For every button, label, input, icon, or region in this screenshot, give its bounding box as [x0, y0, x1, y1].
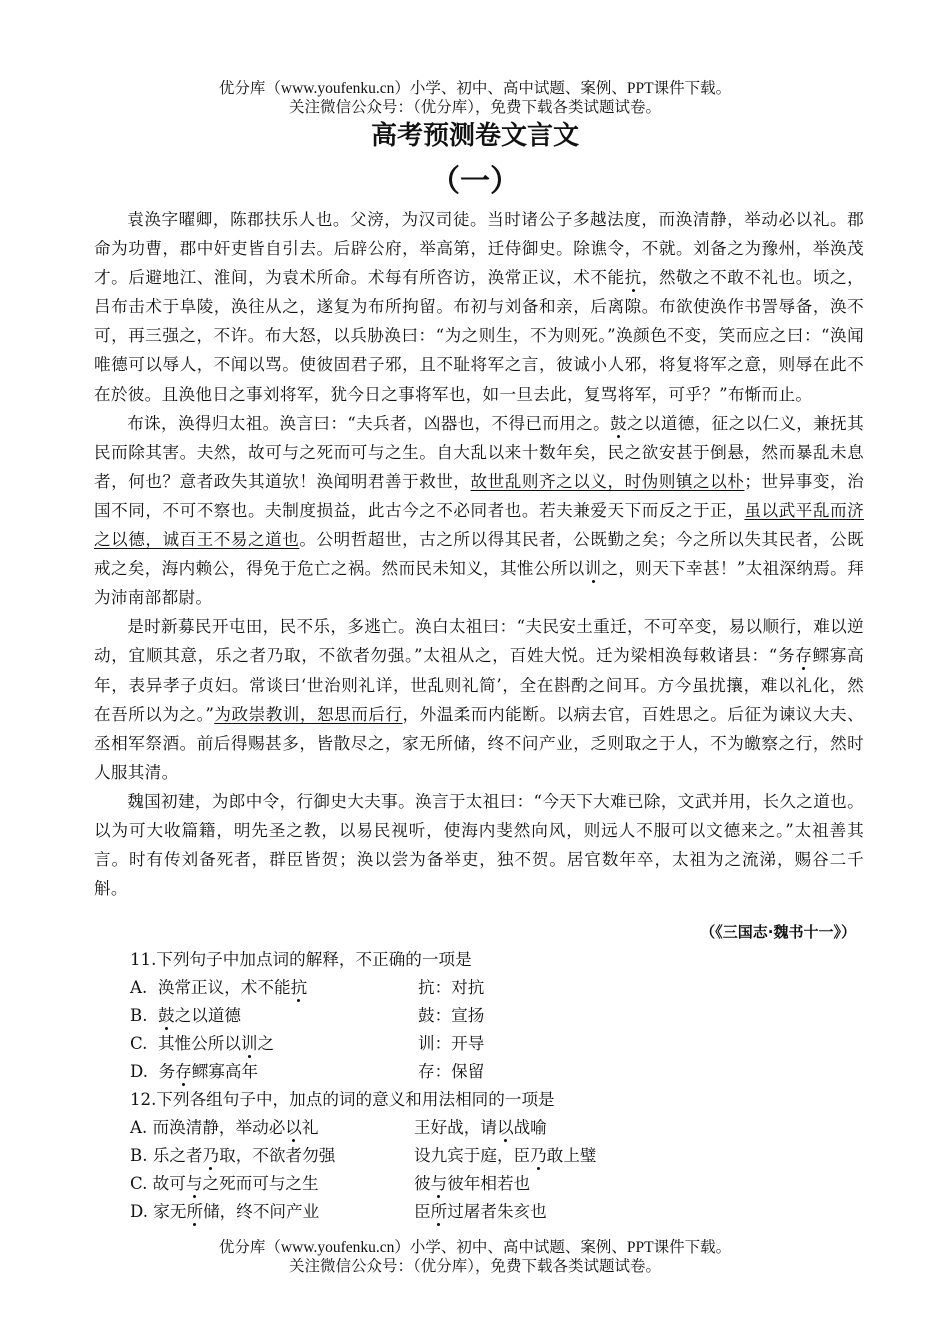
- text-run: 之，则天下幸甚！”太祖深纳焉。拜为沛南部都尉。: [94, 559, 864, 608]
- footer-line-1: 优分库（www.youfenku.cn）小学、初中、高中试题、案例、PPT课件下载。: [218, 1239, 732, 1256]
- option-b: [130, 1142, 850, 1170]
- text-run: 之以道德: [174, 1006, 242, 1025]
- text-run: 布诛，涣得归太祖。涣言曰：“夫兵者，凶器也，不得已而用之。: [127, 413, 611, 433]
- paragraph-4: 魏国初建，为郎中令，行御史大夫事。涣言于太祖曰：“今天下大难已除，文武并用，长久之道也。以为可大收篇籍，明先圣之教，以易民视听，使海内斐然向风，则远人不服可以文德来之。”太祖善其言。时有传刘备死者，群臣皆贺；涣以尝为备举吏，独不贺。居官数年卒，太祖为之流涕，赐谷二千斛。: [94, 791, 864, 899]
- dotted-word: 训: [240, 1034, 258, 1053]
- text-run: 设九宾于庭，臣: [414, 1146, 531, 1165]
- text-run: 。公明哲超世，古之所以得其民者，公既勤之矣；今之所以失其民者，公既戒之矣，海内赖公，得免于危亡之祸。然而民未知义，其惟公所以: [94, 530, 864, 579]
- text-run: 彼: [414, 1174, 431, 1193]
- dotted-word: 鼓: [158, 1006, 175, 1025]
- option-c: [130, 1170, 850, 1198]
- text-run: 王好战，请: [414, 1118, 497, 1137]
- text-run: 彼年相若也: [447, 1174, 531, 1193]
- text-run: 务: [158, 1062, 176, 1081]
- text-run: 故可: [152, 1174, 186, 1193]
- text-run: 战喻: [513, 1118, 547, 1137]
- option-gloss: 鼓：宣扬: [418, 1006, 485, 1025]
- text-run: 其惟公所以: [157, 1034, 241, 1053]
- text-run: ，外温柔而内能断。以病去官，百姓思之。后征为谏议大夫、丞相军祭酒。前后得赐甚多，皆散尽之，家无所储，终不问产业，乏则取之于人，不为皦察之行，然时人服其清。: [94, 704, 864, 782]
- text-run: 之: [257, 1034, 275, 1053]
- paragraph-1: [94, 205, 864, 409]
- header-line-2: 关注微信公众号：（优分库），免费下载各类试题试卷。: [288, 98, 661, 116]
- text-run: 臣: [414, 1202, 431, 1221]
- option-letter: A.: [130, 1118, 148, 1137]
- option-b: [130, 1002, 850, 1030]
- question-12: [130, 1086, 850, 1226]
- paragraph-2: [94, 409, 864, 613]
- text-run: 是时新募民开屯田，民不乐，多逃亡。涣白太祖曰：“夫民安土重迁，不可卒变，易以顺行，难以逆动，宜顺其意，乐之者乃取，不欲者勿强。”太祖从之，百姓大悦。迁为梁相涣每敕诸县：“务: [94, 617, 864, 666]
- option-letter: C.: [130, 1174, 148, 1193]
- dotted-word: 所: [430, 1202, 448, 1221]
- text-run: 涣常正议，术不能: [157, 978, 291, 997]
- text-run: 乐之者: [152, 1146, 203, 1165]
- option-c: [130, 1030, 850, 1058]
- text-run: 取，不欲者勿强: [219, 1146, 336, 1165]
- option-gloss: 抗：对抗: [418, 978, 485, 997]
- option-letter: C.: [130, 1034, 148, 1053]
- text-run: ；世异事变，治国不同，不可不察也。夫制度损益，此古今之不必同者也。若夫兼爱天下而反之于正，: [94, 471, 864, 520]
- dotted-word: 抗: [624, 268, 642, 288]
- text-run: 过屠者朱亥也: [447, 1202, 547, 1221]
- dotted-word: 鼓: [610, 413, 627, 433]
- text-run: 鳏寡高年，表异孝子贞妇。常谈曰‘世治则礼详，世乱则礼简’，全在斟酌之间耳。方今虽扰攘，难以礼化，然在吾所以为之。”: [94, 646, 864, 724]
- option-gloss: 训：开导: [418, 1034, 485, 1053]
- option-gloss: 存：保留: [418, 1062, 485, 1081]
- dotted-word: 以: [496, 1118, 514, 1137]
- dotted-word: 所: [186, 1202, 204, 1221]
- option-letter: B.: [130, 1146, 148, 1165]
- question-stem: 12.下列各组句子中，加点的词的意义和用法相同的一项是: [130, 1090, 555, 1109]
- dotted-word: 与: [430, 1174, 448, 1193]
- text-run: 储，终不问产业: [203, 1202, 320, 1221]
- page-header: [0, 79, 950, 117]
- text-run: 敢上璧: [546, 1146, 597, 1165]
- underlined-sentence: 故世乱则齐之以义，时伪则镇之以朴: [470, 471, 745, 491]
- text-run: 之死而可与之生: [202, 1174, 319, 1193]
- paragraph-3: [94, 612, 864, 787]
- dotted-word: 存: [175, 1062, 192, 1081]
- page-title: 高考预测卷文言文: [370, 121, 579, 151]
- text-run: 之以道德，征之以仁义，兼抚其民而除其害。夫然，故可与之死而可与之生。自大乱以来十数年矣，民之欲安甚于倒悬，然而暴乱未息者，何也？意者政失其道欤！涣闻明君善于救世，: [94, 413, 864, 491]
- dotted-word: 乃: [530, 1146, 547, 1165]
- dotted-word: 存: [795, 646, 813, 666]
- passage: [94, 205, 864, 903]
- underlined-sentence: 虽以武平乱而济之以德，诚百王不易之道也: [94, 500, 864, 550]
- page-footer: [0, 1238, 950, 1276]
- dotted-word: 与: [185, 1174, 203, 1193]
- dotted-word: 乃: [202, 1146, 220, 1165]
- text-run: 鳏寡高年: [191, 1062, 259, 1081]
- option-a: [130, 1114, 850, 1142]
- text-run: 袁涣字曜卿，陈郡扶乐人也。父滂，为汉司徒。当时诸公子多越法度，而涣清静，举动必以礼。郡命为功曹，郡中奸吏皆自引去。后辟公府，举高第，迁侍御史。除谯令，不就。刘备之为豫州，举涣茂才。后避地江、淮间，为袁术所命。术每有所咨访，涣常正议，术不能: [94, 210, 864, 288]
- option-letter: D.: [130, 1202, 148, 1221]
- option-letter: B.: [130, 1006, 148, 1025]
- footer-line-2: 关注微信公众号：（优分库），免费下载各类试题试卷。: [288, 1257, 661, 1275]
- underlined-sentence: 为政崇教训，恕思而后行: [214, 704, 403, 724]
- option-letter: D.: [130, 1062, 148, 1081]
- dotted-word: 抗: [290, 978, 308, 997]
- option-d: [130, 1198, 850, 1226]
- dotted-word: 训: [584, 559, 602, 579]
- source-citation: （《三国志·魏书十一》）: [700, 923, 856, 941]
- dotted-word: 以: [285, 1118, 302, 1137]
- option-letter: A.: [130, 978, 148, 997]
- question-11: [130, 946, 850, 1086]
- option-d: [130, 1058, 850, 1086]
- page-subtitle: （一）: [430, 164, 520, 199]
- option-a: [130, 974, 850, 1002]
- text-run: 礼: [301, 1118, 319, 1137]
- question-stem: 11.下列句子中加点词的解释，不正确的一项是: [130, 950, 472, 969]
- text-run: 而涣清静，举动必: [152, 1118, 286, 1137]
- text-run: ，然敬之不敢不礼也。顷之，吕布击术于阜陵，涣往从之，遂复为布所拘留。布初与刘备和亲，后离隙。布欲使涣作书詈辱备，涣不可，再三强之，不许。布大怒，以兵胁涣曰：“为之则生，不为则死。”涣颜色不变，笑而应之曰：“涣闻唯德可以辱人，不闻以骂。使彼固君子邪，且不耻将军之言，彼诚小人邪，将复将军之意，则辱在此不在於彼。且涣他日之事刘将军，犹今日之事将军也，如一旦去此，复骂将军，可乎？”布惭而止。: [94, 268, 864, 404]
- text-run: 家无: [153, 1202, 187, 1221]
- header-line-1: 优分库（www.youfenku.cn）小学、初中、高中试题、案例、PPT课件下载。: [218, 80, 732, 97]
